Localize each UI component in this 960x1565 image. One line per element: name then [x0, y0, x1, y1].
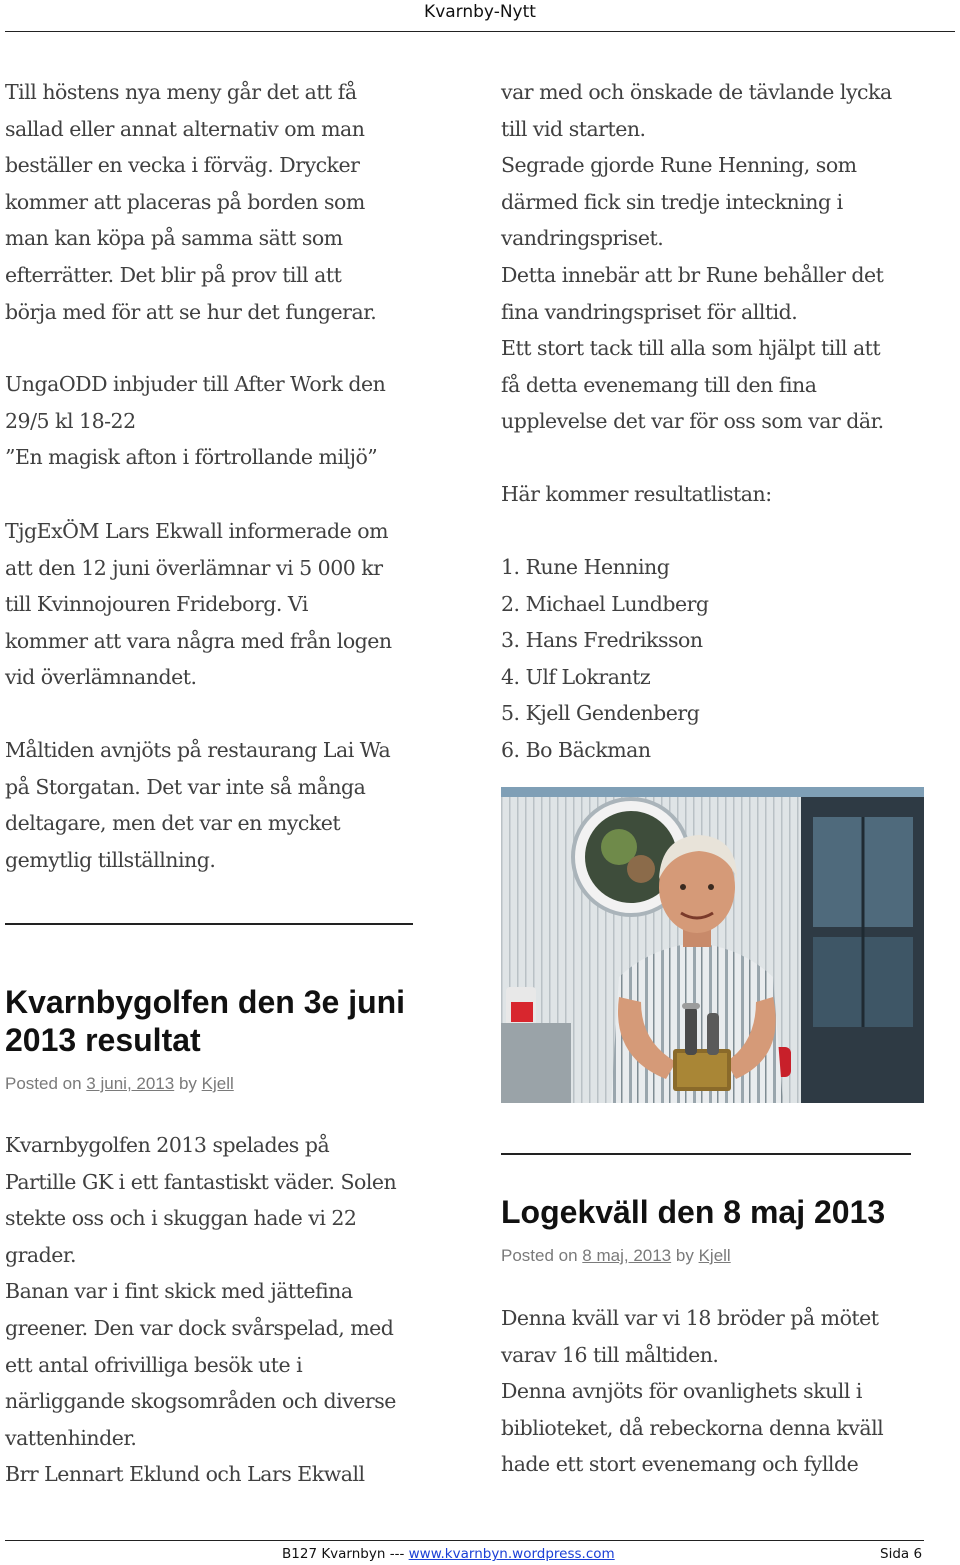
golf-post-author-link[interactable]: Kjell [201, 1074, 234, 1093]
golf-post-title-line: 2013 resultat [5, 1022, 201, 1058]
header-rule [5, 31, 955, 32]
golf-body-line: ett antal ofrivilliga besök ute i [5, 1352, 303, 1377]
footer-publication [282, 1546, 615, 1562]
page-number: Sida 6 [880, 1546, 923, 1562]
by-label: by [178, 1074, 197, 1093]
loge-post-date-link[interactable]: 8 maj, 2013 [582, 1246, 672, 1265]
golf-continued-paragraph [501, 74, 941, 440]
footer-rule [5, 1540, 924, 1541]
meal-paragraph [5, 732, 455, 878]
afterwork-line: 29/5 kl 18-22 [5, 408, 136, 433]
golf-body-line: greener. Den var dock svårspelad, med [5, 1315, 394, 1340]
result-item: 5. Kjell Gendenberg [501, 701, 700, 726]
golf-post-header [5, 983, 455, 1059]
golf-post-meta [5, 1073, 455, 1095]
running-header-title: Kvarnby-Nytt [424, 2, 536, 22]
meal-line: Måltiden avnjöts på restaurang Lai Wa [5, 738, 391, 762]
posted-on-label: Posted on [501, 1246, 578, 1265]
loge-body-line: Denna avnjöts för ovanlighets skull i [501, 1379, 862, 1404]
golf-body-line: grader. [5, 1242, 76, 1267]
loge-body-line: Denna kväll var vi 18 bröder på mötet [501, 1306, 879, 1330]
loge-body-line: varav 16 till måltiden. [501, 1342, 719, 1367]
continued-line: Detta innebär att br Rune behåller det [501, 262, 884, 287]
menu-line: kommer att placeras på borden som [5, 189, 365, 214]
loge-body-line: biblioteket, då rebeckorna denna kväll [501, 1415, 884, 1440]
winner-photo [501, 787, 924, 1103]
result-item: 1. Rune Henning [501, 555, 670, 579]
golf-post-title-line: Kvarnbygolfen den 3e juni [5, 984, 406, 1020]
continued-line: fina vandringspriset för alltid. [501, 299, 798, 324]
golf-body-line: närliggande skogsområden och diverse [5, 1389, 396, 1414]
golf-body-line: Kvarnbygolfen 2013 spelades på [5, 1133, 330, 1157]
page-footer [0, 1544, 960, 1564]
results-heading-block [501, 476, 941, 513]
golf-post-date-link[interactable]: 3 juni, 2013 [86, 1074, 175, 1093]
continued-line: till vid starten. [501, 116, 646, 141]
result-item: 6. Bo Bäckman [501, 737, 651, 762]
result-item: 3. Hans Fredriksson [501, 628, 703, 653]
menu-line: Till höstens nya meny går det att få [5, 80, 357, 104]
menu-line: sallad eller annat alternativ om man [5, 116, 365, 141]
afterwork-line: UngaODD inbjuder till After Work den [5, 372, 386, 396]
menu-paragraph [5, 74, 455, 330]
section-divider [5, 923, 413, 925]
continued-line: Ett stort tack till alla som hjälpt till att [501, 336, 881, 361]
continued-line: vandringspriset. [501, 226, 664, 251]
golf-body-line: Brr Lennart Eklund och Lars Ekwall [5, 1462, 365, 1487]
donation-line: till Kvinnojouren Frideborg. Vi [5, 592, 308, 617]
meal-line: på Storgatan. Det var inte så många [5, 774, 366, 799]
footer-website-link[interactable]: www.kvarnbyn.wordpress.com [408, 1546, 615, 1562]
menu-line: efterrätter. Det blir på prov till att [5, 262, 342, 287]
donation-line: att den 12 juni överlämnar vi 5 000 kr [5, 555, 383, 580]
loge-body-line: hade ett stort evenemang och fyllde [501, 1452, 859, 1477]
loge-post-header [501, 1193, 941, 1231]
loge-post-meta [501, 1245, 941, 1267]
posted-on-label: Posted on [5, 1074, 82, 1093]
loge-post-author-link[interactable]: Kjell [698, 1246, 731, 1265]
golf-body-line: vattenhinder. [5, 1425, 137, 1450]
menu-line: beställer en vecka i förväg. Drycker [5, 153, 360, 178]
results-list [501, 549, 941, 769]
golf-body-line: Partille GK i ett fantastiskt väder. Solen [5, 1169, 397, 1194]
continued-line: därmed fick sin tredje inteckning i [501, 189, 843, 214]
continued-line: få detta evenemang till den fina [501, 372, 817, 397]
golf-body-line: Banan var i fint skick med jättefina [5, 1279, 353, 1304]
loge-post-body [501, 1300, 941, 1483]
golf-body-line: stekte oss och i skuggan hade vi 22 [5, 1206, 357, 1231]
loge-post-title: Logekväll den 8 maj 2013 [501, 1194, 886, 1230]
meal-line: gemytlig tillställning. [5, 847, 216, 872]
continued-line: var med och önskade de tävlande lycka [501, 80, 892, 104]
donation-line: vid överlämnandet. [5, 665, 197, 690]
meal-line: deltagare, men det var en mycket [5, 811, 341, 836]
donation-paragraph [5, 513, 455, 696]
afterwork-paragraph [5, 366, 455, 476]
afterwork-line: ”En magisk afton i förtrollande miljö” [5, 445, 378, 470]
menu-line: börja med för att se hur det fungerar. [5, 299, 377, 324]
menu-line: man kan köpa på samma sätt som [5, 226, 343, 251]
section-divider [501, 1153, 911, 1155]
donation-line: kommer att vara några med från logen [5, 628, 392, 653]
continued-line: Segrade gjorde Rune Henning, som [501, 153, 857, 178]
golf-post-body [5, 1127, 455, 1493]
by-label: by [675, 1246, 694, 1265]
result-item: 4. Ulf Lokrantz [501, 664, 651, 689]
donation-line: TjgExÖM Lars Ekwall informerade om [5, 519, 389, 543]
results-heading: Här kommer resultatlistan: [501, 482, 772, 506]
footer-text: B127 Kvarnbyn --- [282, 1546, 409, 1562]
continued-line: upplevelse det var för oss som var där. [501, 409, 884, 434]
result-item: 2. Michael Lundberg [501, 591, 709, 616]
